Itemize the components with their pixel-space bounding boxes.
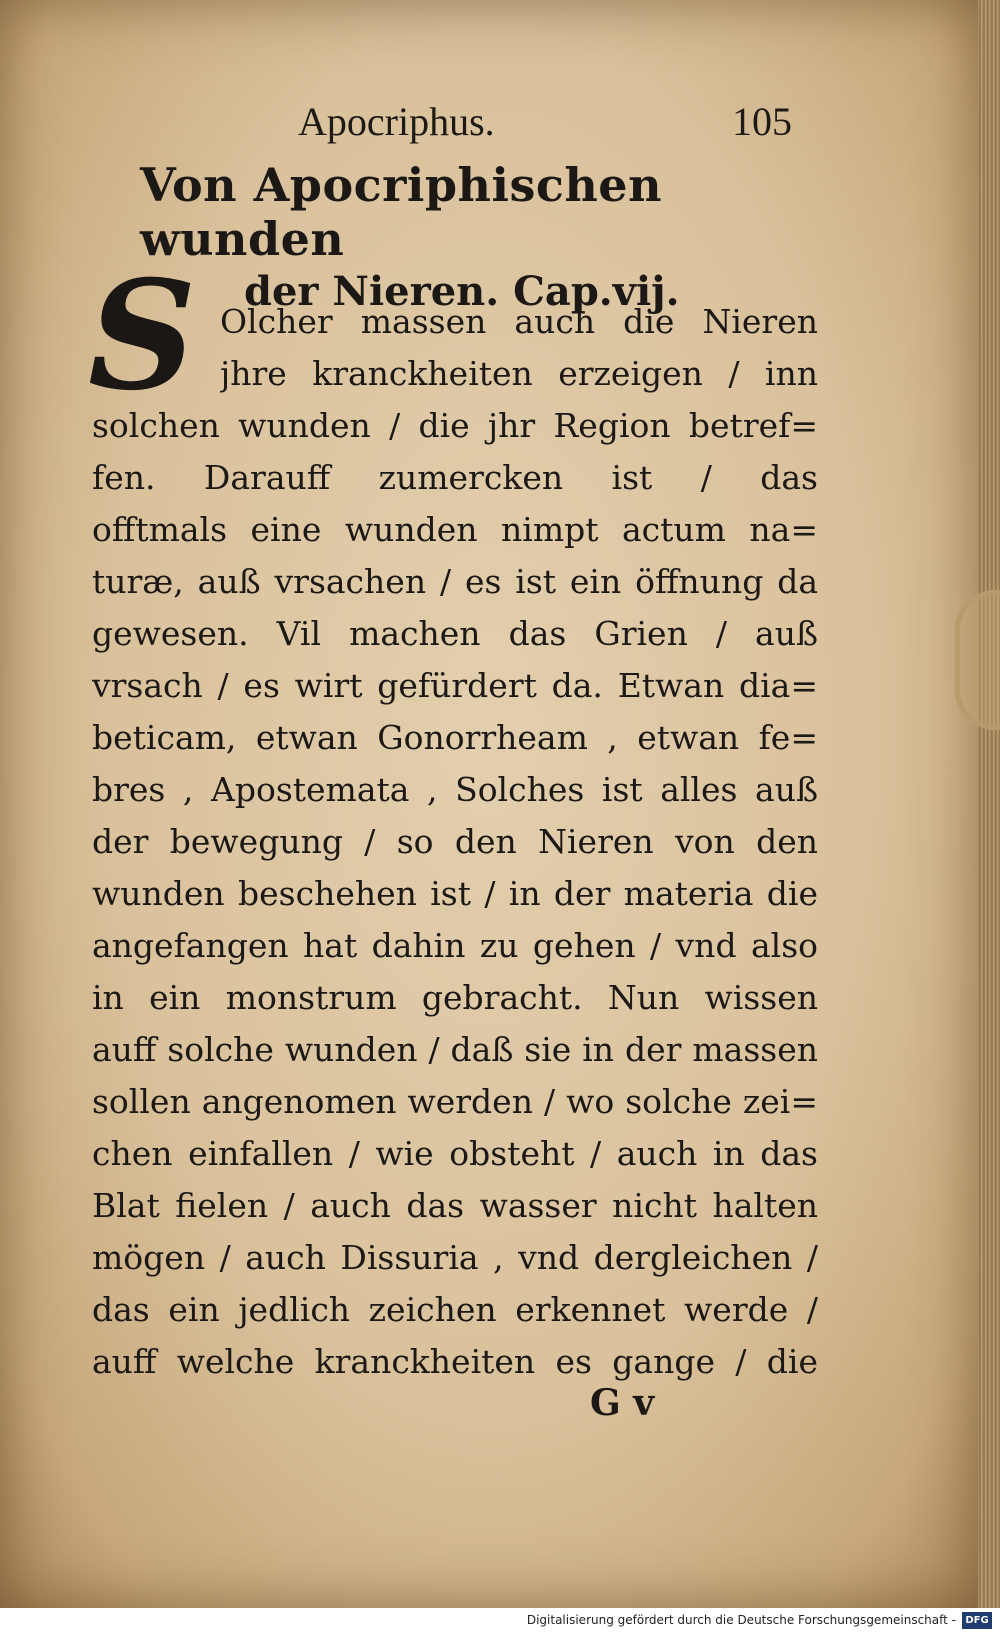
page-edges	[978, 0, 1000, 1608]
drop-cap-initial: S	[88, 248, 197, 424]
text-line: angefangen hat dahin zu gehen / vnd also	[92, 926, 818, 965]
running-head: Apocriphus.	[298, 99, 495, 144]
text-line: fen. Darauff zumercken ist / das	[92, 458, 818, 497]
text-line: solchen wunden / die jhr Region betref=	[92, 406, 818, 445]
text-line: das ein jedlich zeichen erkennet werde /	[92, 1290, 818, 1329]
text-line: auff solche wunden / daß sie in der massen	[92, 1030, 818, 1069]
text-line: sollen angenomen werden / wo solche zei=	[92, 1082, 818, 1121]
text-line: gewesen. Vil machen das Grien / auß	[92, 614, 818, 653]
text-line: turæ, auß vrsachen / es ist ein öffnung da	[92, 562, 818, 601]
text-line: auff welche kranckheiten es gange / die	[92, 1342, 818, 1381]
chapter-title-line-2: der Nieren. Cap.vij.	[244, 268, 680, 315]
text-line: Blat fielen / auch das wasser nicht halten	[92, 1186, 818, 1225]
footer-bar	[0, 1608, 1000, 1634]
text-line: beticam, etwan Gonorrheam , etwan fe=	[92, 718, 818, 757]
page-number: 105	[732, 99, 792, 144]
text-line: vrsach / es wirt gefürdert da. Etwan dia=	[92, 666, 818, 705]
dfg-logo: DFG	[962, 1612, 992, 1629]
signature-mark: G v	[590, 1382, 655, 1424]
text-line: offtmals eine wunden nimpt actum na=	[92, 510, 818, 549]
text-line: der bewegung / so den Nieren von den	[92, 822, 818, 861]
text-line: jhre kranckheiten erzeigen / inn	[220, 354, 818, 393]
text-line: bres , Apostemata , Solches ist alles auß	[92, 770, 818, 809]
text-line: chen einfallen / wie obsteht / auch in das	[92, 1134, 818, 1173]
text-line: wunden beschehen ist / in der materia die	[92, 874, 818, 913]
text-line: in ein monstrum gebracht. Nun wissen	[92, 978, 818, 1017]
text-line: Olcher massen auch die Nieren	[220, 302, 818, 341]
text-line: mögen / auch Dissuria , vnd dergleichen /	[92, 1238, 818, 1277]
funding-credit: Digitalisierung gefördert durch die Deutsche Forschungsgemeinschaft -	[526, 1613, 956, 1627]
chapter-title-line-1: Von Apocriphischen wunden	[140, 158, 663, 266]
